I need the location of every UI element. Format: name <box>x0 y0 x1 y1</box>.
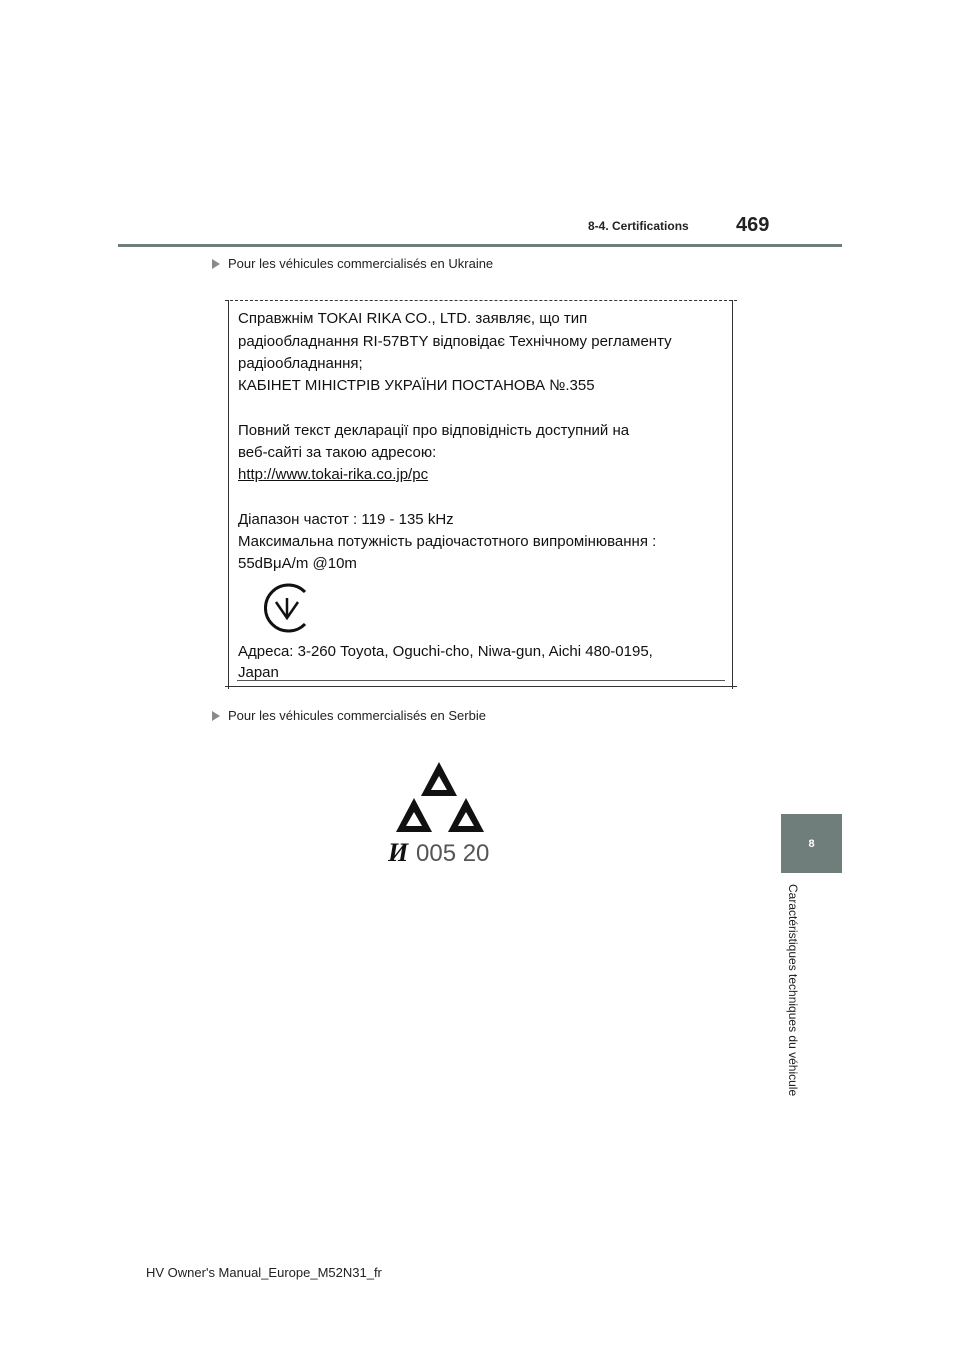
section-title: 8-4. Certifications <box>588 219 689 233</box>
footer-text: HV Owner's Manual_Europe_M52N31_fr <box>146 1265 382 1280</box>
serbia-mark-letter: И <box>388 838 409 867</box>
declaration-line: 55dBμA/m @10m <box>238 555 357 572</box>
bullet-triangle-icon <box>212 711 220 721</box>
chapter-tab[interactable] <box>781 814 842 873</box>
declaration-line: радіообладнання; <box>238 355 363 372</box>
serbia-heading <box>212 708 486 723</box>
box-bottom-rule <box>225 686 737 687</box>
declaration-line: веб-сайті за такою адресою: <box>238 444 437 461</box>
chapter-title: Caractéristiques techniques du véhicule <box>786 884 800 1097</box>
box-inner-rule <box>237 680 725 681</box>
serbia-heading-text: Pour les véhicules commercialisés en Serbie <box>228 708 486 723</box>
declaration-line: Діапазон частот : 119 - 135 kHz <box>238 511 454 528</box>
serbia-mark-code: 005 20 <box>416 840 490 867</box>
chapter-number: 8 <box>808 837 815 850</box>
serbia-conformity-mark-icon <box>388 758 498 868</box>
ukraine-conformity-mark-icon <box>259 580 315 636</box>
header-divider <box>118 244 842 247</box>
box-top-rule <box>225 300 737 301</box>
page-number: 469 <box>736 214 770 236</box>
declaration-line: радіообладнання RI-57BTY відповідає Технічному регламенту <box>238 333 672 350</box>
declaration-line: Адреса: 3-260 Toyota, Oguchi-cho, Niwa-gun, Aichi 480-0195, <box>238 643 653 660</box>
declaration-line: КАБІНЕТ МІНІСТРІВ УКРАЇНИ ПОСТАНОВА №.355 <box>238 377 595 394</box>
declaration-line: Повний текст декларації про відповідність доступний на <box>238 422 630 439</box>
ukraine-heading <box>212 256 493 271</box>
declaration-url-link[interactable]: http://www.tokai-rika.co.jp/pc <box>238 466 429 483</box>
bullet-triangle-icon <box>212 259 220 269</box>
declaration-line: Japan <box>238 664 279 681</box>
ukraine-heading-text: Pour les véhicules commercialisés en Ukraine <box>228 256 494 271</box>
declaration-line: Справжнім TOKAI RIKA CO., LTD. заявляє, що тип <box>238 310 588 327</box>
ukraine-declaration-box <box>228 300 733 689</box>
declaration-line: Максимальна потужність радіочастотного випромінювання : <box>238 533 657 550</box>
